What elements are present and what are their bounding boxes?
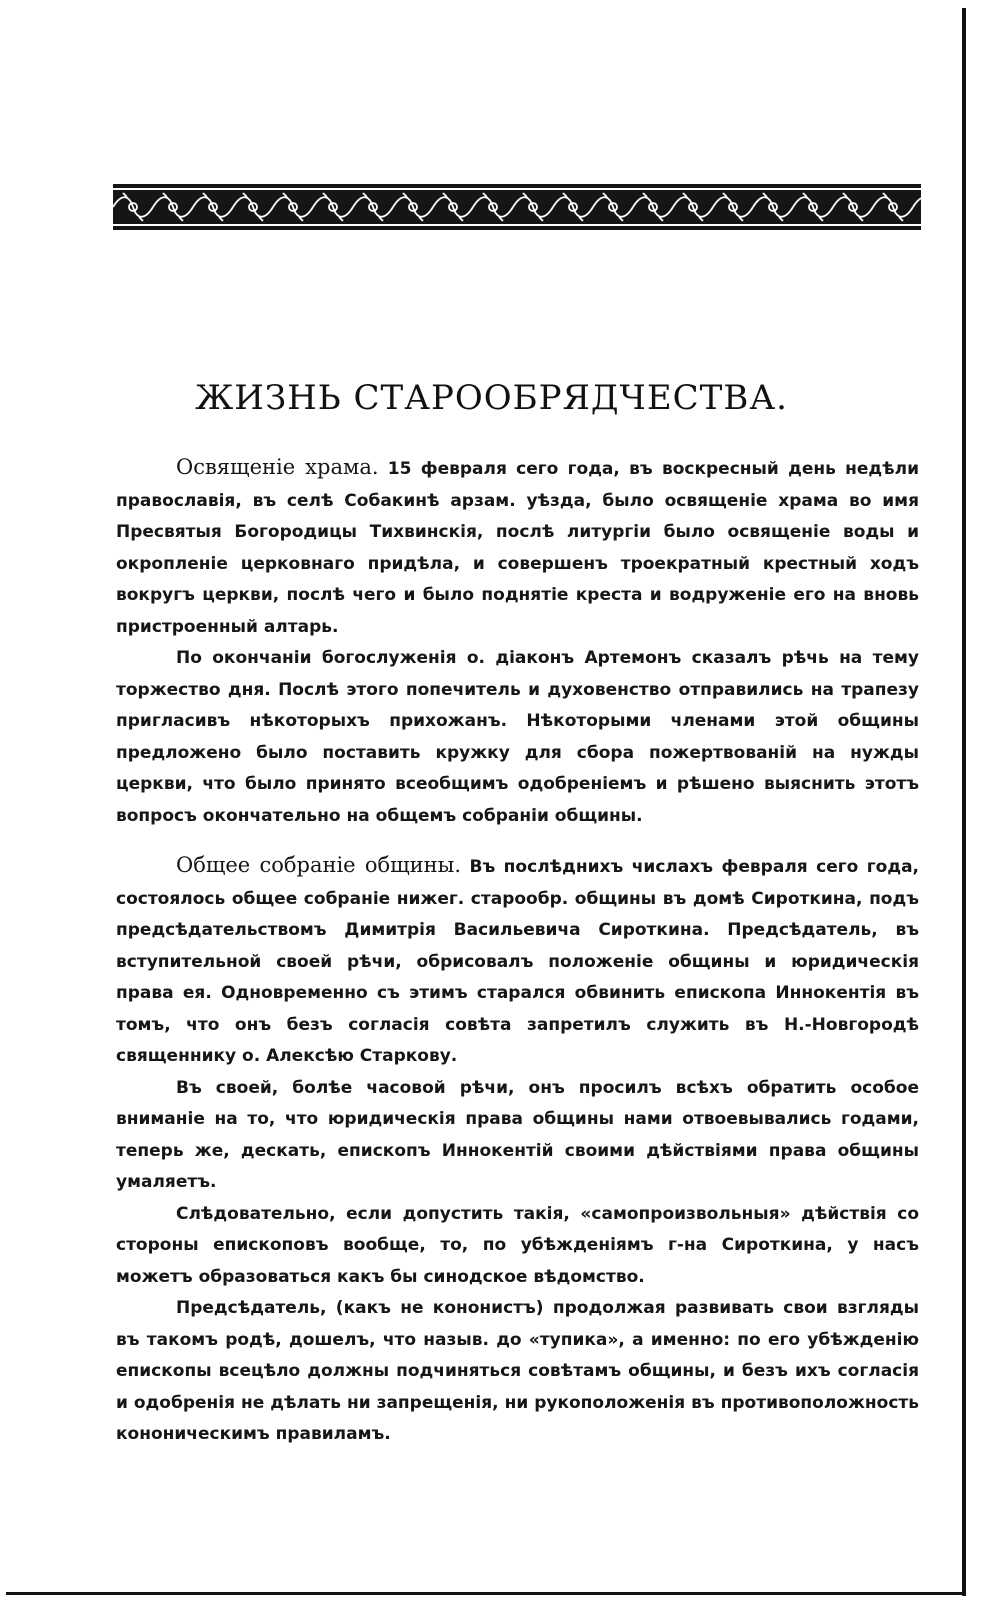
paragraph-text: Въ своей, болѣе часовой рѣчи, онъ просилъ всѣхъ обратить особое вниманіе на то, что юридическія права общины нами отвоевывались годами, теперь же, дескать, епископъ Иннокентій своими дѣйствіями права общины умаляетъ. xyxy=(116,1077,919,1192)
paragraph-chairman xyxy=(116,1293,919,1451)
page-title: ЖИЗНЬ СТАРООБРЯДЧЕСТВА. xyxy=(195,378,788,418)
paragraph-after-service xyxy=(116,643,919,832)
paragraph-speech xyxy=(116,1073,919,1199)
page-edge-bottom xyxy=(6,1592,966,1595)
paragraph-consequently xyxy=(116,1199,919,1294)
paragraph-lead: Общее собраніе общины. xyxy=(176,853,462,877)
paragraph-general-meeting xyxy=(116,850,919,1073)
paragraph-lead: Освященіе храма. xyxy=(176,455,379,479)
ornamental-header-band-icon xyxy=(113,184,921,230)
paragraph-text: Слѣдовательно, если допустить такія, «самопроизвольныя» дѣйствія со стороны епископовъ вообще, то, по убѣжденіямъ г-на Сироткина, у насъ можетъ образоваться какъ бы синодское вѣдомство. xyxy=(116,1203,919,1287)
paragraph-text: Предсѣдатель, (какъ не кононистъ) продолжая развивать свои взгляды въ такомъ родѣ, дошелъ, что назыв. до «тупика», а именно: по его убѣжденію епископы всецѣло должны подчиняться совѣтамъ общины, и безъ ихъ согласія и одобренія не дѣлать ни запрещенія, ни рукоположенія въ противоположность кононическимъ правиламъ. xyxy=(116,1298,919,1444)
paragraph-text: Въ послѣднихъ числахъ февраля сего года, состоялось общее собраніе нижег. старообр. общины въ домѣ Сироткина, подъ предсѣдательствомъ Димитрія Васильевича Сироткина. Предсѣдатель, въ вступительной своей рѣчи, обрисовалъ положеніе общины и юридическія права ея. Одновременно съ этимъ старался обвинить епископа Иннокентія въ томъ, что онъ безъ согласія совѣта запретилъ служить въ Н.-Новгородѣ священнику о. Алексѣю Старкову. xyxy=(116,857,919,1066)
article-body xyxy=(116,452,919,1451)
paragraph-text: По окончаніи богослуженія о. діаконъ Артемонъ сказалъ рѣчь на тему торжество дня. Послѣ этого попечитель и духовенство отправились на трапезу пригласивъ нѣкоторыхъ прихожанъ. Нѣкоторыми членами этой общины предложено было поставить кружку для сбора пожертвованій на нужды церкви, что было принято всеобщимъ одобреніемъ и рѣшено выяснить этотъ вопросъ окончательно на общемъ собраніи общины. xyxy=(116,648,919,826)
paragraph-text: 15 февраля сего года, въ воскресный день недѣли православія, въ селѣ Собакинѣ арзам. уѣзда, было освященіе храма во имя Пресвятыя Богородицы Тихвинскія, послѣ литургіи было освященіе воды и окропленіе церковнаго придѣла, и совершенъ троекратный крестный ходъ вокругъ церкви, послѣ чего и было поднятіе креста и водруженіе его на вновь пристроенный алтарь. xyxy=(116,459,919,637)
page-edge-right xyxy=(962,8,966,1596)
paragraph-consecration xyxy=(116,452,919,643)
